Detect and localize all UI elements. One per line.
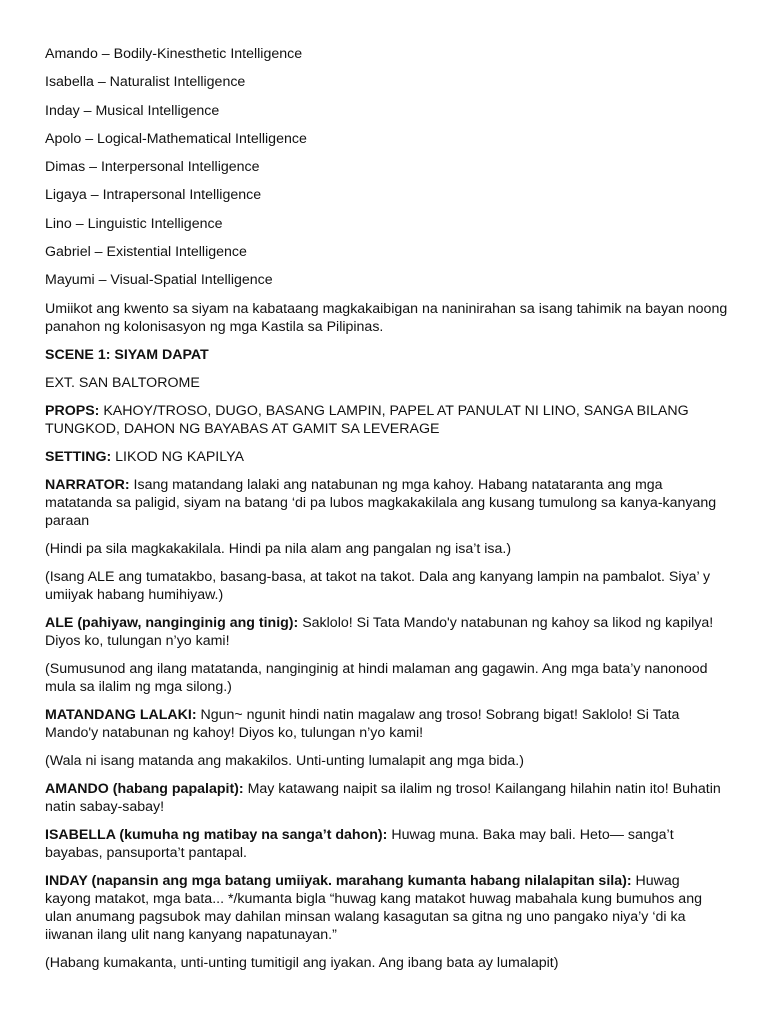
inday-line [45,872,728,944]
stage-direction: (Hindi pa sila magkakakilala. Hindi pa nila alam ang pangalan ng isa’t isa.) [45,540,512,557]
inday-text: Huwag kayong matakot, mga bata... */kumanta bigla “huwag kang matakot huwag mabahala kung bumuhos ang ulan anumang pagsubok may dahilan minsan walang kasagutan sa gitna ng uno pangako niya’y ‘di ka iiwanan ilang ulit nang kanyang napatunayan.” [45,872,702,943]
stage-direction: (Habang kumakanta, unti-unting tumitigil ang iyakan. Ang ibang bata ay lumalapit) [45,954,559,971]
isabella-line [45,826,728,862]
props-line [45,402,728,438]
setting-text: LIKOD NG KAPILYA [111,448,244,465]
isabella-label: ISABELLA (kumuha ng matibay na sanga’t dahon): [45,826,388,843]
stage-direction: (Isang ALE ang tumatakbo, basang-basa, at takot na takot. Dala ang kanyang lampin na pambalot. Siya’ y umiiyak habang humihiyaw.) [45,568,711,603]
ale-text: Saklolo! Si Tata Mando'y natabunan ng kahoy sa likod ng kapilya! Diyos ko, tulungan n’yo kami! [45,614,714,649]
location-line: EXT. SAN BALTOROME [45,374,200,391]
amando-text: May katawang naipit sa ilalim ng troso! Kailangang hilahin natin ito! Buhatin natin sabay-sabay! [45,780,721,815]
character-line: Gabriel – Existential Intelligence [45,244,247,261]
character-line: Apolo – Logical-Mathematical Intelligence [45,130,307,147]
props-text: KAHOY/TROSO, DUGO, BASANG LAMPIN, PAPEL AT PANULAT NI LINO, SANGA BILANG TUNGKOD, DAHON NG BAYABAS AT GAMIT SA LEVERAGE [45,402,689,437]
narrator-text: Isang matandang lalaki ang natabunan ng mga kahoy. Habang natataranta ang mga matatanda sa paligid, siyam na batang ‘di pa lubos magkakakilala ang kusang tumulong sa kanya-kanyang paraan [45,476,717,529]
stage-direction: (Wala ni isang matanda ang makakilos. Unti-unting lumalapit ang mga bida.) [45,752,524,769]
amando-line [45,780,728,816]
stage-direction: (Sumusunod ang ilang matatanda, nanginginig at hindi malaman ang gagawin. Ang mga bata’y nanonood mula sa ilalim ng mga silong.) [45,660,708,695]
ale-label: ALE (pahiyaw, nanginginig ang tinig): [45,614,299,631]
inday-label: INDAY (napansin ang mga batang umiiyak. marahang kumanta habang nilalapitan sila): [45,872,632,889]
character-line: Mayumi – Visual-Spatial Intelligence [45,272,273,289]
amando-label: AMANDO (habang papalapit): [45,780,244,797]
intro-paragraph: Umiikot ang kwento sa siyam na kabataang magkakaibigan na naninirahan sa isang tahimik na bayan noong panahon ng kolonisasyon ng mga Kastila sa Pilipinas. [45,300,728,335]
ale-line [45,614,728,650]
character-line: Isabella – Naturalist Intelligence [45,74,246,91]
matandang-lalaki-line [45,706,728,742]
character-line: Inday – Musical Intelligence [45,102,220,119]
isabella-text: Huwag muna. Baka may bali. Heto— sanga’t bayabas, pansuporta’t pantapal. [45,826,674,861]
setting-label: SETTING: [45,448,112,465]
scene-heading: SCENE 1: SIYAM DAPAT [45,346,209,363]
character-line: Ligaya – Intrapersonal Intelligence [45,187,262,204]
character-line: Amando – Bodily-Kinesthetic Intelligence [45,46,303,62]
narrator-line [45,476,728,530]
matandang-lalaki-text: Ngun~ ngunit hindi natin magalaw ang troso! Sobrang bigat! Saklolo! Si Tata Mando'y natabunan ng kahoy! Diyos ko, tulungan n’yo kami! [45,706,680,741]
character-line: Dimas – Interpersonal Intelligence [45,159,260,176]
matandang-lalaki-label: MATANDANG LALAKI: [45,706,197,723]
narrator-label: NARRATOR: [45,476,130,493]
props-label: PROPS: [45,402,100,419]
setting-line [45,448,728,466]
character-line: Lino – Linguistic Intelligence [45,215,223,232]
